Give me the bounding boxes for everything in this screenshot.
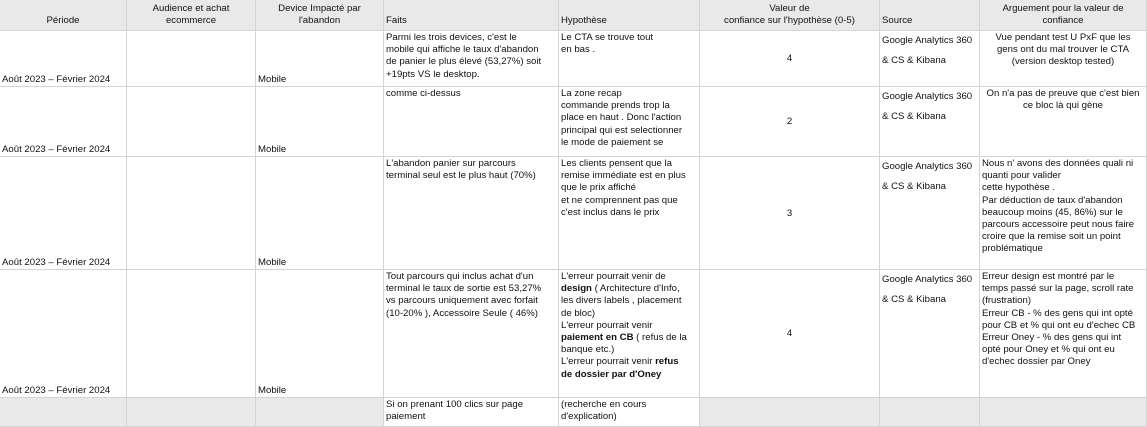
- cell-confiance[interactable]: 3: [700, 157, 880, 270]
- hypothese-line: de bloc): [561, 307, 596, 319]
- cell-argument[interactable]: Nous n' avons des données quali ni quanti pour valider cette hypothèse . Par déduction de taux d'abandon beaucoup moins (45, 86%) sur le parcours accessoire peut nous faire croire que la remise soit un point problématique: [980, 157, 1147, 270]
- cell-device[interactable]: Mobile: [256, 270, 384, 398]
- cell-source[interactable]: Google Analytics 360 & CS & Kibana: [880, 31, 980, 87]
- cell-periode[interactable]: Août 2023 – Février 2024: [0, 157, 127, 270]
- cell-device[interactable]: Mobile: [256, 87, 384, 157]
- header-confiance[interactable]: Valeur de confiance sur l'hypothèse (0-5): [700, 0, 880, 31]
- header-source[interactable]: Source: [880, 0, 980, 31]
- hypothese-line: paiement en CB ( refus de la: [561, 332, 687, 344]
- header-faits[interactable]: Faits: [384, 0, 559, 31]
- cell-argument[interactable]: Erreur design est montré par le temps passé sur la page, scroll rate (frustration) Erreur CB - % des gens qui int opté pour CB et % qui ont eu d'echec CB Erreur Oney - % des gens qui int opté pour Oney et % qui ont eu d'echec dossier par Oney: [980, 270, 1147, 398]
- cell-audience[interactable]: [127, 31, 256, 87]
- cell-audience[interactable]: [127, 270, 256, 398]
- cell-hypothese[interactable]: Les clients pensent que la remise immédiate est en plus que le prix affiché et ne comprennent pas que c'est inclus dans le prix: [559, 157, 700, 270]
- cell-faits[interactable]: Tout parcours qui inclus achat d'un terminal le taux de sortie est 53,27% vs parcours uniquement avec forfait (10-20% ), Accessoire Seule ( 46%): [384, 270, 559, 398]
- cell-periode[interactable]: Août 2023 – Février 2024: [0, 87, 127, 157]
- header-device[interactable]: Device Impacté par l'abandon: [256, 0, 384, 31]
- cell-confiance[interactable]: 4: [700, 31, 880, 87]
- cell-periode[interactable]: [0, 398, 127, 427]
- cell-device[interactable]: [256, 398, 384, 427]
- cell-hypothese[interactable]: Le CTA se trouve tout en bas .: [559, 31, 700, 87]
- cell-audience[interactable]: [127, 398, 256, 427]
- header-periode[interactable]: Période: [0, 0, 127, 31]
- cell-hypothese[interactable]: La zone recap commande prends trop la place en haut . Donc l'action principal qui est selectionner le mode de paiement se: [559, 87, 700, 157]
- cell-faits[interactable]: Parmi les trois devices, c'est le mobile qui affiche le taux d'abandon de panier le plus élevé (53,27%) soit +19pts VS le desktop.: [384, 31, 559, 87]
- header-hypothese[interactable]: Hypothèse: [559, 0, 700, 31]
- cell-faits[interactable]: Si on prenant 100 clics sur page paiement: [384, 398, 559, 427]
- cell-periode[interactable]: Août 2023 – Février 2024: [0, 31, 127, 87]
- cell-confiance[interactable]: 2: [700, 87, 880, 157]
- cell-device[interactable]: Mobile: [256, 157, 384, 270]
- cell-argument[interactable]: [980, 398, 1147, 427]
- cell-periode[interactable]: Août 2023 – Février 2024: [0, 270, 127, 398]
- hypothese-line: L'erreur pourrait venir refus: [561, 356, 679, 368]
- cell-argument[interactable]: On n'a pas de preuve que c'est bien ce bloc là qui gène: [980, 87, 1147, 157]
- hypothese-line: les divers labels , placement: [561, 295, 682, 307]
- cell-faits[interactable]: comme ci-dessus: [384, 87, 559, 157]
- header-audience[interactable]: Audience et achat ecommerce: [127, 0, 256, 31]
- cell-source[interactable]: Google Analytics 360 & CS & Kibana: [880, 87, 980, 157]
- cell-audience[interactable]: [127, 87, 256, 157]
- cell-confiance[interactable]: [700, 398, 880, 427]
- hypothese-line: design ( Architecture d'Info,: [561, 283, 680, 295]
- hypothese-line: banque etc.): [561, 344, 615, 356]
- hypothese-line: L'erreur pourrait venir: [561, 319, 653, 331]
- cell-faits[interactable]: L'abandon panier sur parcours terminal seul est le plus haut (70%): [384, 157, 559, 270]
- header-argument[interactable]: Arguement pour la valeur de confiance: [980, 0, 1147, 31]
- cell-device[interactable]: Mobile: [256, 31, 384, 87]
- cell-source[interactable]: Google Analytics 360 & CS & Kibana: [880, 157, 980, 270]
- cell-argument[interactable]: Vue pendant test U PxF que les gens ont du mal trouver le CTA (version desktop tested): [980, 31, 1147, 87]
- cell-confiance[interactable]: 4: [700, 270, 880, 398]
- cell-source[interactable]: Google Analytics 360 & CS & Kibana: [880, 270, 980, 398]
- hypothese-line: L'erreur pourrait venir de: [561, 271, 666, 282]
- cell-hypothese[interactable]: [559, 270, 700, 398]
- hypothese-line: de dossier par d'Oney: [561, 368, 662, 380]
- cell-hypothese[interactable]: (recherche en cours d'explication): [559, 398, 700, 427]
- cell-source[interactable]: [880, 398, 980, 427]
- cell-audience[interactable]: [127, 157, 256, 270]
